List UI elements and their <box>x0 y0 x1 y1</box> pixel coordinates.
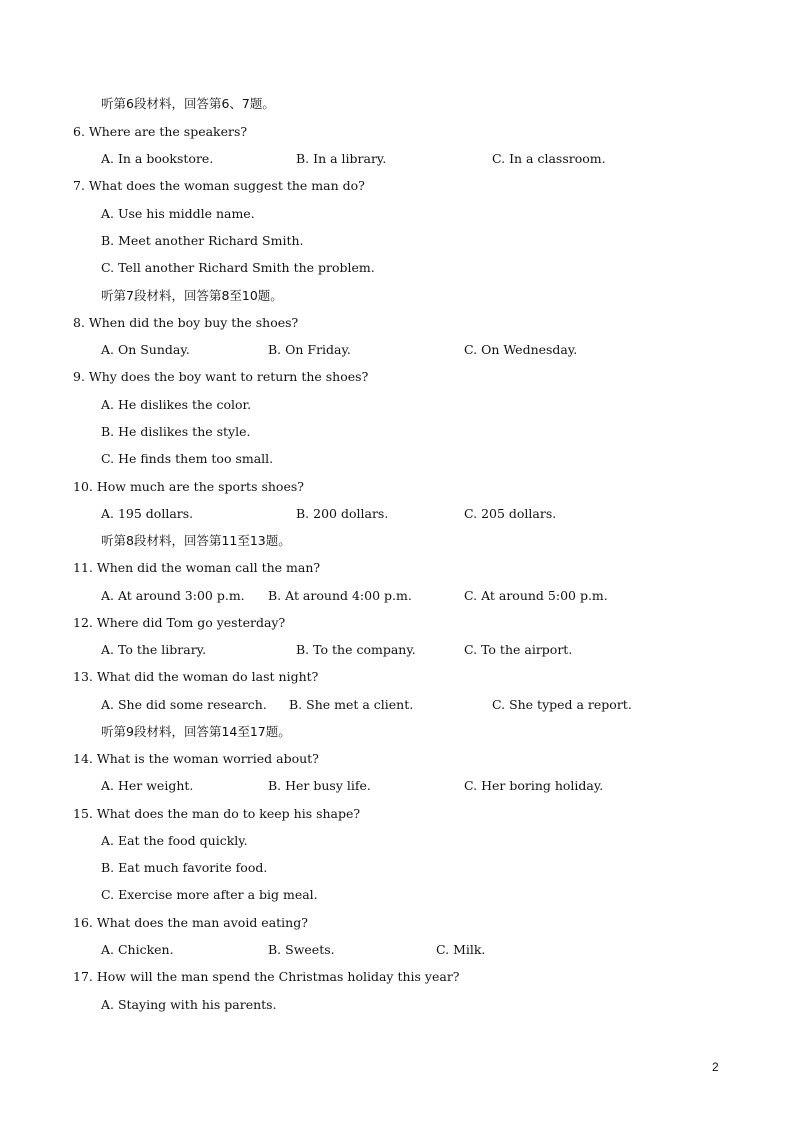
question-8: 8. When did the boy buy the shoes? <box>73 315 299 330</box>
section-heading-7: 听第7段材料，回答第8至10题。 <box>101 288 283 303</box>
option-16c: C. Milk. <box>436 942 486 957</box>
option-11b: B. At around 4:00 p.m. <box>268 588 412 603</box>
option-8c: C. On Wednesday. <box>464 342 578 357</box>
question-9: 9. Why does the boy want to return the shoes? <box>73 369 369 384</box>
option-15c: C. Exercise more after a big meal. <box>101 887 318 902</box>
option-9c: C. He finds them too small. <box>101 451 274 466</box>
question-12: 12. Where did Tom go yesterday? <box>73 615 286 630</box>
option-9a: A. He dislikes the color. <box>101 397 252 412</box>
option-8b: B. On Friday. <box>268 342 351 357</box>
option-14c: C. Her boring holiday. <box>464 778 604 793</box>
question-17: 17. How will the man spend the Christmas holiday this year? <box>73 969 460 984</box>
page-number: 2 <box>712 1060 719 1074</box>
question-13: 13. What did the woman do last night? <box>73 669 319 684</box>
option-15b: B. Eat much favorite food. <box>101 860 268 875</box>
option-17a: A. Staying with his parents. <box>101 997 277 1012</box>
option-14a: A. Her weight. <box>101 778 194 793</box>
option-11a: A. At around 3:00 p.m. <box>101 588 245 603</box>
option-7b: B. Meet another Richard Smith. <box>101 233 304 248</box>
option-12a: A. To the library. <box>101 642 207 657</box>
section-heading-6: 听第6段材料，回答第6、7题。 <box>101 96 275 111</box>
question-15: 15. What does the man do to keep his shape? <box>73 806 361 821</box>
option-8a: A. On Sunday. <box>101 342 190 357</box>
option-7a: A. Use his middle name. <box>101 206 255 221</box>
question-11: 11. When did the woman call the man? <box>73 560 321 575</box>
section-heading-9: 听第9段材料，回答第14至17题。 <box>101 724 291 739</box>
option-16a: A. Chicken. <box>101 942 174 957</box>
option-10a: A. 195 dollars. <box>101 506 194 521</box>
option-11c: C. At around 5:00 p.m. <box>464 588 608 603</box>
question-14: 14. What is the woman worried about? <box>73 751 319 766</box>
option-13b: B. She met a client. <box>289 697 414 712</box>
option-6a: A. In a bookstore. <box>101 151 214 166</box>
question-16: 16. What does the man avoid eating? <box>73 915 308 930</box>
option-7c: C. Tell another Richard Smith the problem. <box>101 260 375 275</box>
section-heading-8: 听第8段材料，回答第11至13题。 <box>101 533 291 548</box>
option-12b: B. To the company. <box>296 642 416 657</box>
option-13c: C. She typed a report. <box>492 697 632 712</box>
option-15a: A. Eat the food quickly. <box>101 833 248 848</box>
option-13a: A. She did some research. <box>101 697 267 712</box>
option-12c: C. To the airport. <box>464 642 573 657</box>
option-10b: B. 200 dollars. <box>296 506 389 521</box>
option-14b: B. Her busy life. <box>268 778 371 793</box>
option-6c: C. In a classroom. <box>492 151 606 166</box>
option-10c: C. 205 dollars. <box>464 506 557 521</box>
option-16b: B. Sweets. <box>268 942 335 957</box>
question-7: 7. What does the woman suggest the man do? <box>73 178 365 193</box>
option-6b: B. In a library. <box>296 151 387 166</box>
option-9b: B. He dislikes the style. <box>101 424 251 439</box>
question-6: 6. Where are the speakers? <box>73 124 248 139</box>
question-10: 10. How much are the sports shoes? <box>73 479 304 494</box>
